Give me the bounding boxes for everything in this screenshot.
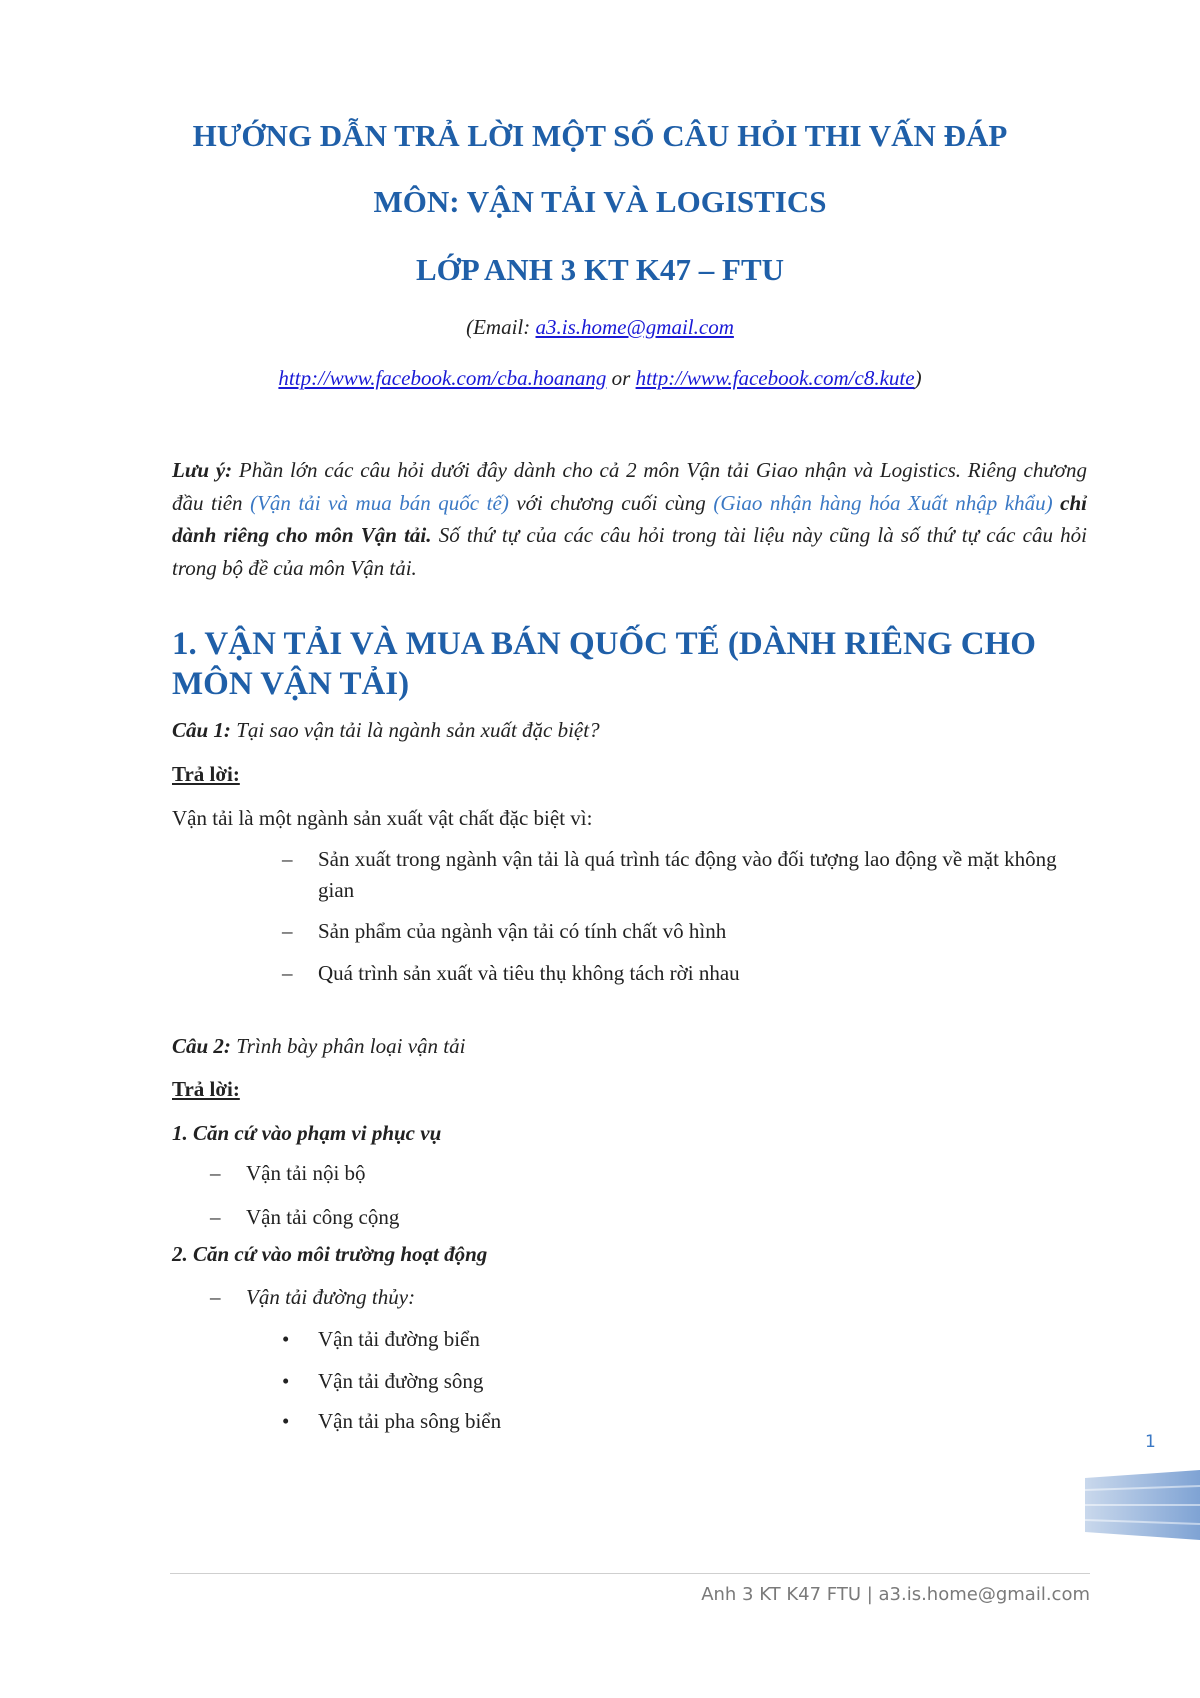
facebook-link-2[interactable]: http://www.facebook.com/c8.kute xyxy=(635,366,915,390)
bullet-item: • Vận tải đường sông xyxy=(282,1369,484,1393)
section-heading: 1. VẬN TẢI VÀ MUA BÁN QUỐC TẾ (DÀNH RIÊNG CHO MÔN VẬN TẢI) xyxy=(172,626,1036,702)
note-label: Lưu ý: xyxy=(172,458,233,482)
document-title: HƯỚNG DẪN TRẢ LỜI MỘT SỐ CÂU HỎI THI VẤN ĐÁP xyxy=(192,118,1008,153)
page-number: 1 xyxy=(1145,1432,1156,1452)
bullet-item: • Vận tải pha sông biển xyxy=(282,1409,502,1433)
list-item: – Vận tải đường thủy: xyxy=(210,1285,416,1309)
list-item: – Vận tải công cộng xyxy=(210,1205,400,1229)
class-title: LỚP ANH 3 KT K47 – FTU xyxy=(415,252,785,287)
bullet-item: • Vận tải đường biển xyxy=(282,1327,480,1351)
course-title: MÔN: VẬN TẢI VÀ LOGISTICS xyxy=(373,184,827,219)
answer-intro-1: Vận tải là một ngành sản xuất vật chất đặc biệt vì: xyxy=(172,806,593,830)
list-item: – Vận tải nội bộ xyxy=(210,1161,366,1185)
subheading-1: 1. Căn cứ vào phạm vi phục vụ xyxy=(172,1121,442,1145)
footer-divider xyxy=(170,1573,1090,1574)
email-line: (Email: a3.is.home@gmail.com xyxy=(466,315,734,339)
email-link[interactable]: a3.is.home@gmail.com xyxy=(535,315,734,339)
list-item: – Quá trình sản xuất và tiêu thụ không tách rời nhau xyxy=(282,961,740,985)
note-paragraph: Lưu ý: Phần lớn các câu hỏi dưới đây dành cho cả 2 môn Vận tải Giao nhận và Logistics. Riêng chương đầu tiên (Vận tải và mua bán quốc tế) với chương cuối cùng (Giao nhận hàng hóa Xuất nhập khẩu) chỉ dành riêng cho môn Vận tải. Số thứ tự của các câu hỏi trong tài liệu này cũng là số thứ tự các câu hỏi trong bộ đề của môn Vận tải. xyxy=(172,458,1088,580)
facebook-line: http://www.facebook.com/cba.hoanang or http://www.facebook.com/c8.kute) xyxy=(278,366,922,390)
answer-label-2: Trả lời: xyxy=(172,1077,240,1101)
facebook-link-1[interactable]: http://www.facebook.com/cba.hoanang xyxy=(278,366,607,390)
list-item: – Sản phẩm của ngành vận tải có tính chất vô hình xyxy=(282,919,727,943)
question-1: Câu 1: Tại sao vận tải là ngành sản xuất đặc biệt? xyxy=(172,718,600,742)
page-tab-decoration xyxy=(1075,1470,1200,1540)
subheading-2: 2. Căn cứ vào môi trường hoạt động xyxy=(172,1242,488,1266)
answer-label-1: Trả lời: xyxy=(172,762,240,786)
list-item: – Sản xuất trong ngành vận tải là quá trình tác động vào đối tượng lao động về mặt không gian xyxy=(282,847,1057,902)
question-2: Câu 2: Trình bày phân loại vận tải xyxy=(172,1034,466,1058)
page-footer: Anh 3 KT K47 FTU | a3.is.home@gmail.com xyxy=(701,1584,1090,1605)
